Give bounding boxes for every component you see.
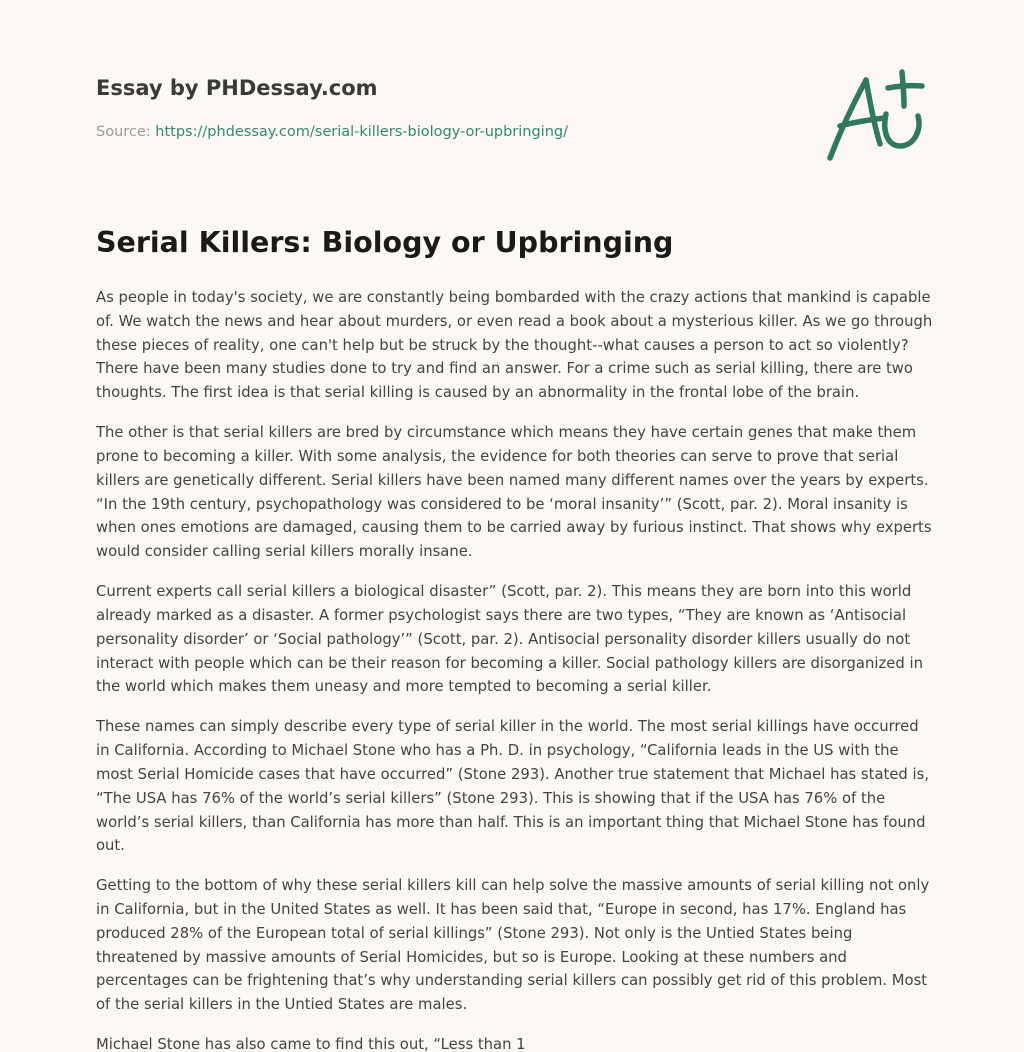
essay-paragraph: Getting to the bottom of why these serial killers kill can help solve the massive amounts of serial killing not only in California, but in the United States as well. It has been said that, “Europe in second, has 17%. England has produced 28% of the European total of serial killings” (Stone 293). Not only is the Untied States being threatened by massive amounts of Serial Homicides, but so is Europe. Looking at these numbers and percentages can be frightening that’s why understanding serial killers can possibly get rid of this problem. Most of the serial killers in the Untied States are males. xyxy=(96,877,930,1014)
essay-paragraph: The other is that serial killers are bred by circumstance which means they have certain genes that make them prone to becoming a killer. With some analysis, the evidence for both theories can serve to prove that serial killers are genetically different. Serial killers have been named many different names over the years by experts. “In the 19th century, psychopathology was considered to be ‘moral insanity’” (Scott, par. 2). Moral insanity is when ones emotions are damaged, causing them to be carried away by furious instinct. That shows why experts would consider calling serial killers morally insane. xyxy=(96,424,932,561)
essay-paragraph: Michael Stone has also came to find this out, “Less than 1 xyxy=(96,1036,526,1052)
source-line xyxy=(96,124,568,140)
source-link[interactable]: https://phdessay.com/serial-killers-biology-or-upbringing/ xyxy=(155,124,568,140)
source-label: Source: xyxy=(96,124,151,140)
essay-body xyxy=(96,286,936,1052)
essay-title: Serial Killers: Biology or Upbringing xyxy=(96,226,674,259)
essay-paragraph: As people in today's society, we are constantly being bombarded with the crazy actions that mankind is capable of. We watch the news and hear about murders, or even read a book about a mysterious killer. As we go through these pieces of reality, one can't help but be struck by the thought--what causes a person to act so violently? There have been many studies done to try and find an answer. For a crime such as serial killing, there are two thoughts. The first idea is that serial killing is caused by an abnormality in the frontal lobe of the brain. xyxy=(96,289,933,402)
essay-paragraph: These names can simply describe every type of serial killer in the world. The most serial killings have occurred in California. According to Michael Stone who has a Ph. D. in psychology, “California leads in the US with the most Serial Homicide cases that have occurred” (Stone 293). Another true statement that Michael has stated is, “The USA has 76% of the world’s serial killers” (Stone 293). This is showing that if the USA has 76% of the world’s serial killers, than California has more than half. This is an important thing that Michael Stone has found out. xyxy=(96,718,930,855)
essay-paragraph: Current experts call serial killers a biological disaster” (Scott, par. 2). This means they are born into this world already marked as a disaster. A former psychologist says there are two types, “They are known as ‘Antisocial personality disorder’ or ‘Social pathology’” (Scott, par. 2). Antisocial personality disorder killers usually do not interact with people which can be their reason for becoming a killer. Social pathology killers are disorganized in the world which makes them uneasy and more tempted to becoming a serial killer. xyxy=(96,583,923,696)
a-plus-logo-icon xyxy=(822,66,930,166)
site-title: Essay by PHDessay.com xyxy=(96,76,378,100)
